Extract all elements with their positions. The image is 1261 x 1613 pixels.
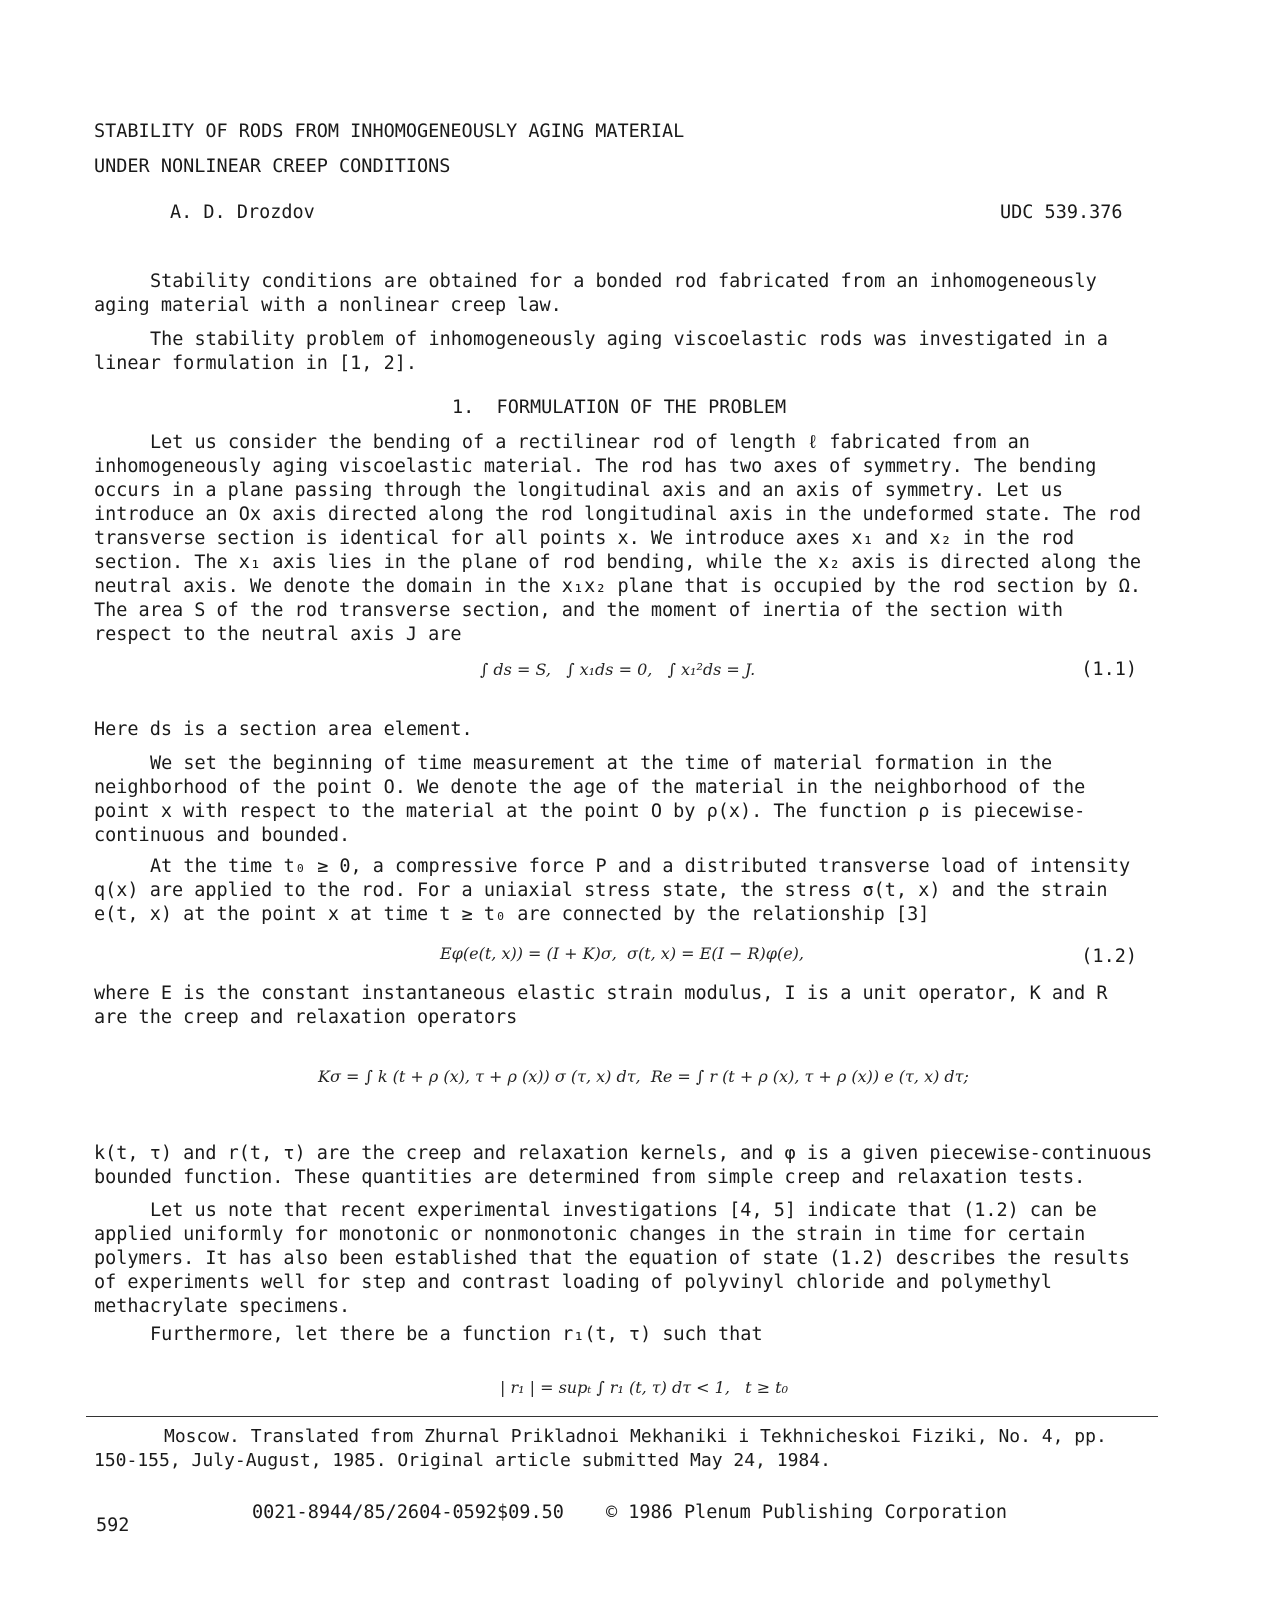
paragraph-rod-bending bbox=[94, 431, 1144, 647]
paragraph-kernels bbox=[94, 1142, 1154, 1190]
paragraph-function-r1-text: Furthermore, let there be a function r₁(t, τ) such that bbox=[150, 1324, 763, 1345]
paragraph-area-element bbox=[94, 718, 1154, 742]
equation-r1-norm: | r₁ | = supₜ ∫ r₁ (t, τ) dτ < 1, t ≥ t₀ bbox=[500, 1378, 789, 1397]
title-line-1: STABILITY OF RODS FROM INHOMOGENEOUSLY AGING MATERIAL bbox=[94, 121, 685, 142]
equation-1-1: ∫ ds = S, ∫ x₁ds = 0, ∫ x₁²ds = J. bbox=[480, 660, 756, 679]
article-code: 0021-8944/85/2604-0592$09.50 bbox=[252, 1502, 564, 1523]
paragraph-loading-text: At the time t₀ ≥ 0, a compressive force P and a distributed transverse load of intensity q(x) are applied to the rod. For a uniaxial stress state, the stress σ(t, x) and the strain e(t, x) at the point x at time t ≥ t₀ are connected by the relationship [3] bbox=[94, 856, 1131, 925]
paragraph-experiments-text: Let us note that recent experimental investigations [4, 5] indicate that (1.2) can be applied uniformly for monotonic or nonmonotonic changes in the strain in time for certain polymers. It has also been established that the equation of state (1.2) describes the results of experiments well for step and contrast loading of polyvinyl chloride and polymethyl methacrylate specimens. bbox=[94, 1200, 1130, 1317]
intro-text: The stability problem of inhomogeneously aging viscoelastic rods was investigated in a linear formulation in [1, 2]. bbox=[94, 329, 1108, 374]
copyright: © 1986 Plenum Publishing Corporation bbox=[606, 1502, 1007, 1523]
paragraph-function-r1 bbox=[94, 1323, 1154, 1347]
udc-code: UDC 539.376 bbox=[1000, 202, 1123, 223]
paragraph-kernels-text: k(t, τ) and r(t, τ) are the creep and relaxation kernels, and φ is a given piecewise-continuous bounded function. These quantities are determined from simple creep and relaxation tests. bbox=[94, 1143, 1153, 1188]
paragraph-operators-text: where E is the constant instantaneous elastic strain modulus, I is a unit operator, K and R are the creep and relaxation operators bbox=[94, 983, 1108, 1028]
author: A. D. Drozdov bbox=[170, 202, 315, 223]
paragraph-area-element-text: Here ds is a section area element. bbox=[94, 719, 473, 740]
footnote bbox=[94, 1425, 1134, 1473]
paragraph-loading bbox=[94, 855, 1144, 927]
paragraph-operators bbox=[94, 982, 1144, 1030]
page-number: 592 bbox=[96, 1515, 130, 1536]
abstract-text: Stability conditions are obtained for a bonded rod fabricated from an inhomogeneously aging material with a nonlinear creep law. bbox=[94, 271, 1097, 316]
footnote-text: Moscow. Translated from Zhurnal Prikladnoi Mekhaniki i Tekhnicheskoi Fiziki, No. 4, pp. 150-155, July-August, 1985. Original article submitted May 24, 1984. bbox=[94, 1426, 1107, 1471]
equation-operators: Kσ = ∫ k (t + ρ (x), τ + ρ (x)) σ (τ, x) dτ, Re = ∫ r (t + ρ (x), τ + ρ (x)) e (τ, x) dτ; bbox=[318, 1067, 969, 1086]
abstract-paragraph bbox=[94, 270, 1154, 318]
section-heading: 1. FORMULATION OF THE PROBLEM bbox=[452, 397, 787, 418]
equation-1-2: Eφ(e(t, x)) = (I + K)σ, σ(t, x) = E(I − R)φ(e), bbox=[440, 944, 804, 963]
equation-number-1-2: (1.2) bbox=[1081, 946, 1137, 967]
title-line-2: UNDER NONLINEAR CREEP CONDITIONS bbox=[94, 156, 451, 177]
paragraph-experiments bbox=[94, 1199, 1154, 1319]
intro-paragraph bbox=[94, 328, 1154, 376]
paragraph-rod-bending-text: Let us consider the bending of a rectilinear rod of length ℓ fabricated from an inhomogeneously aging viscoelastic material. The rod has two axes of symmetry. The bending occurs in a plane passing through the longitudinal axis and an axis of symmetry. Let us introduce an Ox axis directed along the rod longitudinal axis in the undeformed state. The rod transverse section is identical for all points x. We introduce axes x₁ and x₂ in the rod section. The x₁ axis lies in the plane of rod bending, while the x₂ axis is directed along the neutral axis. We denote the domain in the x₁x₂ plane that is occupied by the rod section by Ω. The area S of the rod transverse section, and the moment of inertia of the section with respect to the neutral axis J are bbox=[94, 432, 1141, 645]
footnote-divider bbox=[86, 1416, 1158, 1417]
equation-number-1-1: (1.1) bbox=[1081, 659, 1137, 680]
paragraph-time-measurement-text: We set the beginning of time measurement at the time of material formation in the neighborhood of the point O. We denote the age of the material in the neighborhood of the point x with respect to the material at the point O by ρ(x). The function ρ is piecewise-continuous and bounded. bbox=[94, 753, 1086, 846]
paragraph-time-measurement bbox=[94, 752, 1144, 848]
